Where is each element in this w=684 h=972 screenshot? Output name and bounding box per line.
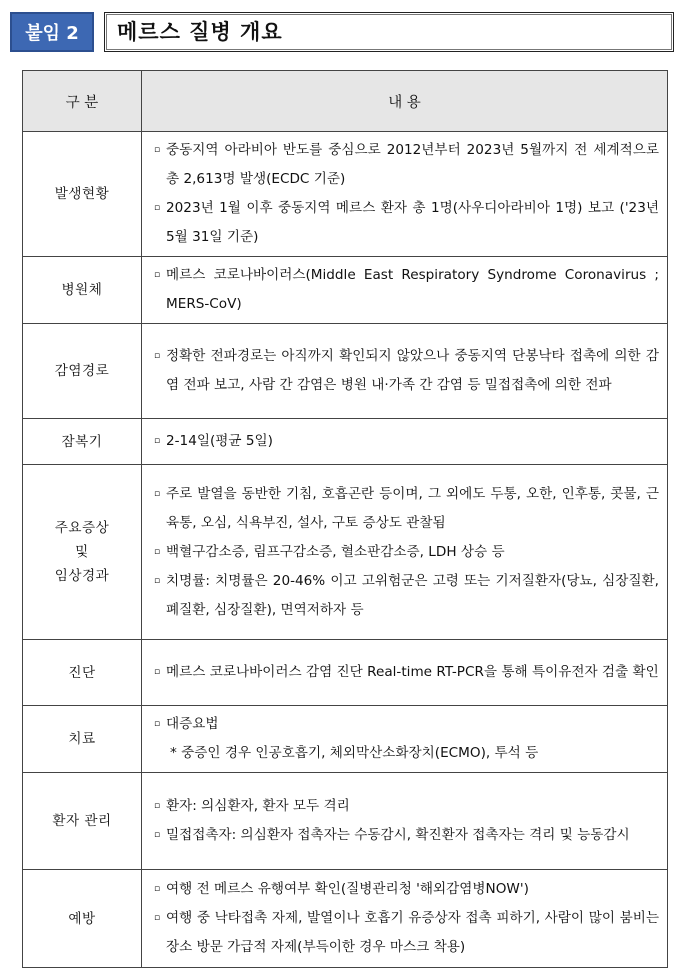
bullet-icon: ▫ [154, 667, 161, 677]
row-label: 예방 [23, 870, 142, 968]
list-item: ▫ 여행 중 낙타접촉 자제, 발열이나 호흡기 유증상자 접촉 피하기, 사람이 많이 붐비는 장소 방문 가급적 자제(부득이한 경우 마스크 착용) [154, 904, 659, 962]
row-content [142, 706, 668, 773]
page-title: 메르스 질병 개요 [104, 12, 674, 52]
treatment-note: * 중증인 경우 인공호흡기, 체외막산소화장치(ECMO), 투석 등 [170, 745, 539, 761]
table-row [23, 773, 668, 870]
row-content [142, 419, 668, 465]
table-row [23, 706, 668, 773]
row-label: 발생현황 [23, 132, 142, 257]
row-content [142, 257, 668, 324]
attachment-badge: 붙임 2 [10, 12, 94, 52]
row-label: 잠복기 [23, 419, 142, 465]
bullet-icon: ▫ [154, 145, 161, 155]
overview-table [22, 70, 668, 968]
list-item: ▫ 백혈구감소증, 림프구감소증, 혈소판감소증, LDH 상승 등 [154, 538, 659, 567]
bullet-icon: ▫ [154, 913, 161, 923]
row-content [142, 640, 668, 706]
row-label: 진단 [23, 640, 142, 706]
list-item: ▫ 메르스 코로나바이러스 감염 진단 Real-time RT-PCR을 통해 특이유전자 검출 확인 [154, 658, 659, 687]
row-content [142, 773, 668, 870]
table-row [23, 257, 668, 324]
list-item: ▫ 메르스 코로나바이러스(Middle East Respiratory Syndrome Coronavirus ; MERS-CoV) [154, 261, 659, 319]
row-content [142, 324, 668, 419]
bullet-icon: ▫ [154, 830, 161, 840]
row-label: 주요증상 및 임상경과 [23, 465, 142, 640]
row-label: 환자 관리 [23, 773, 142, 870]
bullet-icon: ▫ [154, 270, 161, 280]
bullet-icon: ▫ [154, 488, 161, 499]
row-label: 병원체 [23, 257, 142, 324]
bullet-icon: ▫ [154, 546, 161, 557]
list-item: ▫ 환자: 의심환자, 환자 모두 격리 [154, 792, 659, 821]
header [10, 12, 94, 52]
list-item: ▫ 밀접접촉자: 의심환자 접촉자는 수동감시, 확진환자 접촉자는 격리 및 능동감시 [154, 821, 659, 850]
list-item: ▫ 정확한 전파경로는 아직까지 확인되지 않았으나 중동지역 단봉낙타 접촉에 의한 감염 전파 보고, 사람 간 감염은 병원 내·가족 간 감염 등 밀접접촉에 의한 전파 [154, 342, 659, 400]
row-content [142, 870, 668, 968]
table-row [23, 324, 668, 419]
row-content [142, 465, 668, 640]
col-header-content: 내 용 [142, 71, 668, 132]
row-content [142, 132, 668, 257]
bullet-icon: ▫ [154, 351, 161, 361]
table-row [23, 640, 668, 706]
bullet-icon: ▫ [154, 884, 161, 894]
bullet-icon: ▫ [154, 203, 161, 213]
col-header-category: 구 분 [23, 71, 142, 132]
list-item: ▫ 주로 발열을 동반한 기침, 호흡곤란 등이며, 그 외에도 두통, 오한, 인후통, 콧물, 근육통, 오심, 식욕부진, 설사, 구토 증상도 관찰됨 [154, 480, 659, 538]
row-label: 치료 [23, 706, 142, 773]
list-item: ▫ 대증요법 [154, 710, 659, 739]
bullet-icon: ▫ [154, 801, 161, 811]
list-item: ▫ 중동지역 아라비아 반도를 중심으로 2012년부터 2023년 5월까지 전 세계적으로 총 2,613명 발생(ECDC 기준) [154, 136, 659, 194]
table-row [23, 465, 668, 640]
row-label: 감염경로 [23, 324, 142, 419]
list-item: ▫ 2-14일(평균 5일) [154, 427, 659, 456]
bullet-icon: ▫ [154, 719, 161, 729]
table-row [23, 870, 668, 968]
bullet-icon: ▫ [154, 575, 161, 586]
table-row [23, 132, 668, 257]
table-row [23, 419, 668, 465]
bullet-icon: ▫ [154, 436, 161, 446]
list-item: ▫ 여행 전 메르스 유행여부 확인(질병관리청 '해외감염병NOW') [154, 875, 659, 904]
table-header-row [23, 71, 668, 132]
list-item: ▫ 치명률: 치명률은 20-46% 이고 고위험군은 고령 또는 기저질환자(당뇨, 심장질환, 폐질환, 심장질환), 면역저하자 등 [154, 567, 659, 625]
list-item: ▫ 2023년 1월 이후 중동지역 메르스 환자 총 1명(사우디아라비아 1명) 보고 ('23년 5월 31일 기준) [154, 194, 659, 252]
